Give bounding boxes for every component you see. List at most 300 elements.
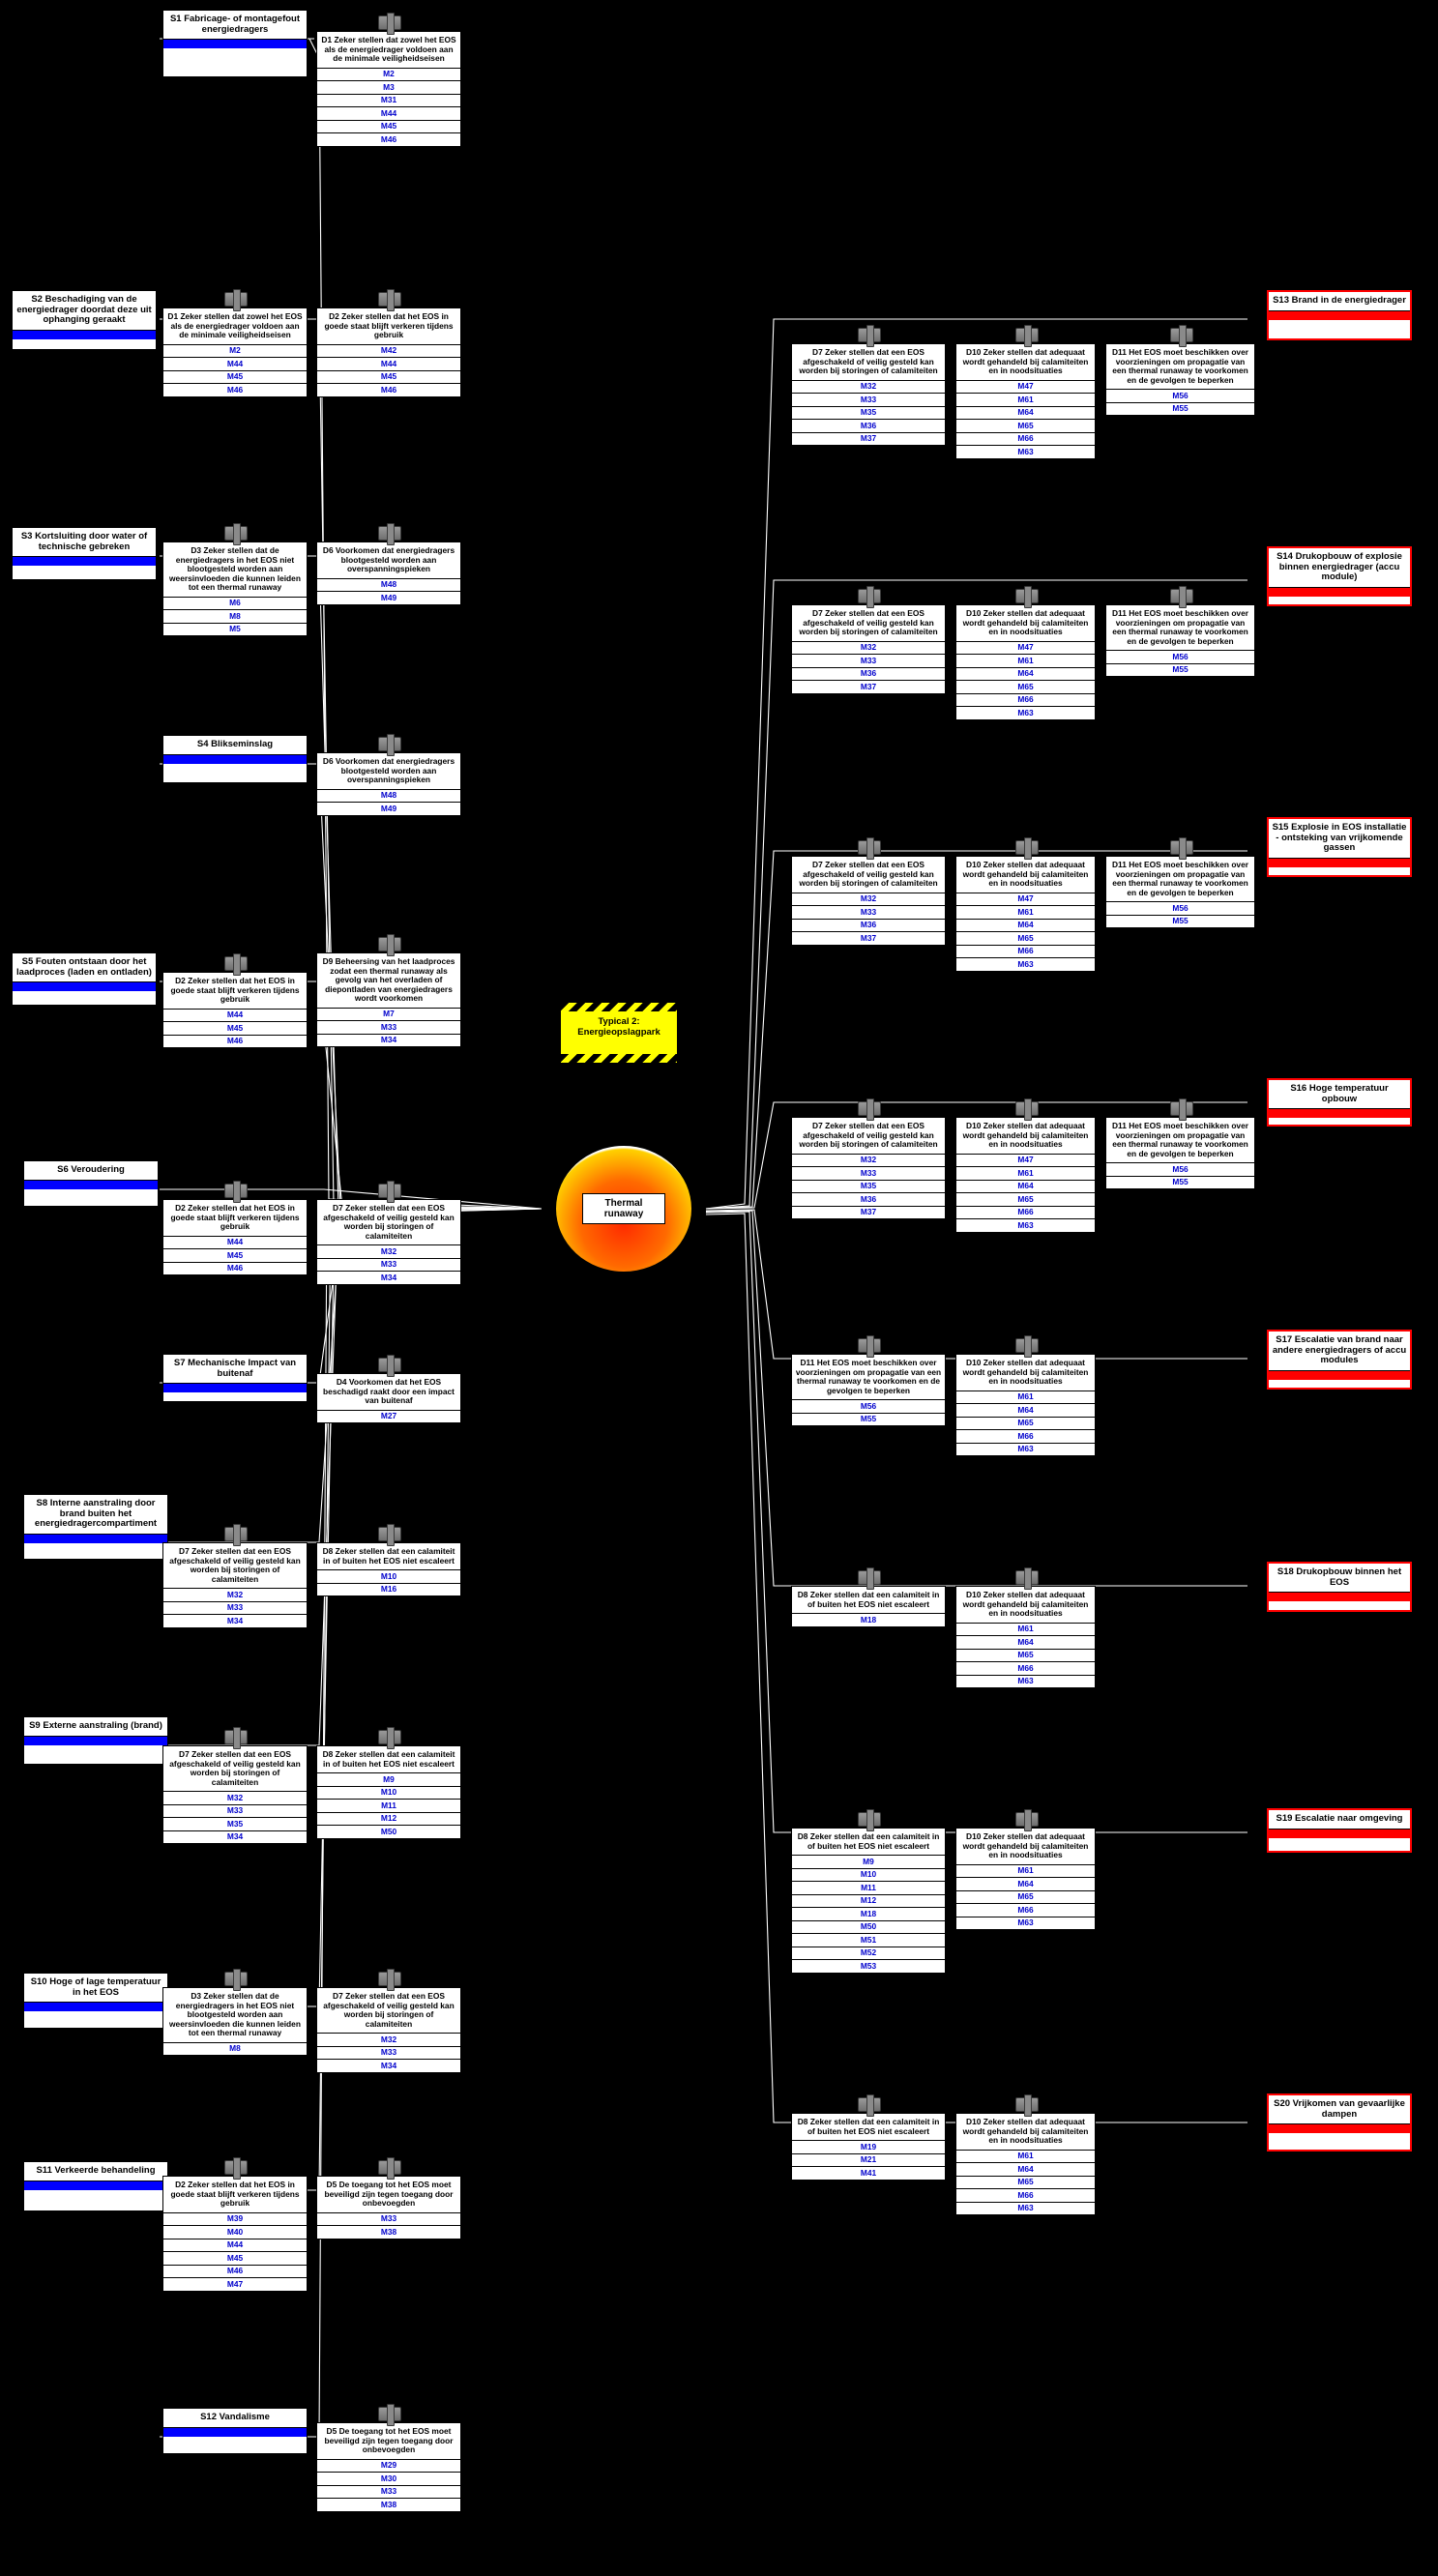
threat-s4[interactable]: [162, 735, 308, 783]
barrier-box[interactable]: [316, 542, 461, 605]
consequence-s17[interactable]: [1267, 1330, 1412, 1390]
barrier-title: D11 Het EOS moet beschikken over voorzieningen om propagatie van een thermal runaway te voorkomen en de gevolgen te beperken: [1106, 1118, 1254, 1163]
measure-item[interactable]: M55: [1172, 1177, 1189, 1187]
threat-s8[interactable]: [23, 1494, 168, 1560]
measure-item[interactable]: M66: [956, 1430, 1095, 1444]
threat-s5[interactable]: [12, 952, 157, 1006]
barrier-box[interactable]: [162, 1542, 308, 1628]
measure-item[interactable]: M64: [956, 920, 1095, 933]
measure-item[interactable]: M55: [860, 1414, 877, 1424]
barrier-title: D10 Zeker stellen dat adequaat wordt gehandeld bij calamiteiten en in noodsituaties: [956, 1587, 1095, 1624]
node-accent-bar: [13, 556, 156, 566]
measure-item[interactable]: M46: [163, 2266, 307, 2279]
barrier-box[interactable]: [316, 31, 461, 147]
top-event: [556, 1146, 691, 1272]
measure-item[interactable]: M44: [163, 358, 307, 371]
measure-item[interactable]: M10: [792, 1869, 945, 1883]
measure-item[interactable]: M49: [380, 803, 397, 813]
measure-item[interactable]: M34: [380, 1035, 397, 1045]
measure-item[interactable]: M65: [956, 1193, 1095, 1207]
node-accent-bar: [24, 2181, 167, 2190]
measure-item[interactable]: M64: [956, 1636, 1095, 1650]
barrier-connector-icon: [858, 1812, 881, 1827]
barrier-box[interactable]: [955, 2113, 1096, 2215]
measure-item[interactable]: M65: [956, 681, 1095, 694]
measure-item[interactable]: M9: [792, 1856, 945, 1869]
measure-item[interactable]: M32: [792, 381, 945, 395]
measure-item[interactable]: M3: [317, 81, 460, 95]
measure-item[interactable]: M30: [317, 2473, 460, 2486]
barrier-title: D1 Zeker stellen dat zowel het EOS als de energiedrager voldoen aan de minimale veiligheidseisen: [163, 308, 307, 345]
barrier-box[interactable]: [955, 1117, 1096, 1233]
measure-item[interactable]: M33: [317, 2213, 460, 2227]
threat-s8-label: S8 Interne aanstraling door brand buiten het energiedragercompartiment: [34, 1498, 158, 1529]
measure-item[interactable]: M34: [380, 2060, 397, 2070]
threat-s7[interactable]: [162, 1354, 308, 1402]
measure-item[interactable]: M65: [956, 1891, 1095, 1905]
node-accent-bar: [1269, 2123, 1410, 2133]
measure-item[interactable]: M45: [317, 121, 460, 134]
barrier-connector-icon: [858, 1338, 881, 1353]
measure-item[interactable]: M55: [1172, 403, 1189, 414]
measure-item[interactable]: M64: [956, 668, 1095, 682]
threat-s6-label: S6 Veroudering: [57, 1164, 125, 1175]
measure-item[interactable]: M44: [163, 1237, 307, 1250]
threat-s9-label: S9 Externe aanstraling (brand): [29, 1720, 162, 1731]
measure-item[interactable]: M61: [956, 1624, 1095, 1637]
measure-item[interactable]: M47: [956, 1155, 1095, 1168]
barrier-connector-icon: [1015, 2097, 1039, 2112]
barrier-title: D7 Zeker stellen dat een EOS afgeschakeld of veilig gesteld kan worden bij storingen of calamiteiten: [163, 1543, 307, 1589]
threat-s1[interactable]: [162, 10, 308, 77]
measure-item[interactable]: M46: [226, 384, 244, 395]
measure-item[interactable]: M16: [380, 1584, 397, 1595]
measure-item[interactable]: M61: [956, 2151, 1095, 2164]
consequence-s20[interactable]: [1267, 2093, 1412, 2152]
node-accent-bar: [1269, 1592, 1410, 1601]
measure-item[interactable]: M47: [956, 893, 1095, 907]
consequence-s13[interactable]: [1267, 290, 1412, 340]
barrier-title: D7 Zeker stellen dat een EOS afgeschakeld of veilig gesteld kan worden bij storingen of calamiteiten: [792, 344, 945, 381]
measure-item[interactable]: M33: [317, 2047, 460, 2061]
measure-item[interactable]: M18: [860, 1614, 877, 1625]
measure-item[interactable]: M63: [1017, 958, 1034, 969]
consequence-s15[interactable]: [1267, 817, 1412, 877]
measure-item[interactable]: M49: [380, 592, 397, 602]
measure-item[interactable]: M42: [317, 345, 460, 359]
barrier-title: D10 Zeker stellen dat adequaat wordt gehandeld bij calamiteiten en in noodsituaties: [956, 605, 1095, 642]
barrier-connector-icon: [858, 2097, 881, 2112]
measure-item[interactable]: M33: [792, 655, 945, 668]
threat-s7-label: S7 Mechanische Impact van buitenaf: [173, 1358, 297, 1379]
measure-item[interactable]: M32: [163, 1589, 307, 1602]
typical-scope-label: Typical 2: Energieopslagpark: [577, 1016, 660, 1038]
consequence-s18-label: S18 Drukopbouw binnen het EOS: [1277, 1566, 1402, 1588]
measure-item[interactable]: M34: [226, 1615, 244, 1625]
barrier-connector-icon: [1170, 840, 1193, 855]
barrier-title: D2 Zeker stellen dat het EOS in goede staat blijft verkeren tijdens gebruik: [163, 1200, 307, 1237]
barrier-box[interactable]: [162, 1987, 308, 2056]
measure-item[interactable]: M47: [956, 381, 1095, 395]
barrier-title: D10 Zeker stellen dat adequaat wordt gehandeld bij calamiteiten en in noodsituaties: [956, 344, 1095, 381]
measure-item[interactable]: M65: [956, 1418, 1095, 1431]
barrier-box[interactable]: [955, 1586, 1096, 1688]
barrier-connector-icon: [224, 1527, 248, 1541]
measure-item[interactable]: M7: [317, 1009, 460, 1022]
node-accent-bar: [1269, 587, 1410, 597]
node-accent-bar: [163, 39, 307, 48]
measure-item[interactable]: M51: [792, 1934, 945, 1947]
threat-s6[interactable]: [23, 1160, 159, 1207]
barrier-box[interactable]: [955, 604, 1096, 720]
measure-item[interactable]: M32: [317, 1245, 460, 1259]
barrier-box[interactable]: [955, 1354, 1096, 1456]
measure-item[interactable]: M2: [163, 345, 307, 359]
measure-item[interactable]: M12: [792, 1895, 945, 1909]
measure-item[interactable]: M66: [956, 433, 1095, 447]
consequence-s17-label: S17 Escalatie van brand naar andere energiedragers of accu modules: [1272, 1334, 1407, 1365]
measure-item[interactable]: M33: [163, 1805, 307, 1819]
measure-item[interactable]: M47: [226, 2278, 244, 2289]
measure-item[interactable]: M36: [792, 668, 945, 682]
measure-item[interactable]: M50: [792, 1921, 945, 1935]
measure-item[interactable]: M45: [163, 1249, 307, 1263]
measure-item[interactable]: M64: [956, 1404, 1095, 1418]
measure-item[interactable]: M40: [163, 2226, 307, 2239]
top-event-label: Thermal runaway: [582, 1193, 665, 1224]
measure-item[interactable]: M21: [792, 2154, 945, 2168]
measure-item[interactable]: M65: [956, 420, 1095, 433]
measure-item[interactable]: M34: [380, 1272, 397, 1282]
measure-item[interactable]: M64: [956, 1181, 1095, 1194]
node-accent-bar: [24, 2002, 167, 2011]
threat-s3-label: S3 Kortsluiting door water of technische gebreken: [20, 531, 148, 552]
barrier-box[interactable]: [791, 343, 946, 446]
barrier-connector-icon: [224, 1730, 248, 1744]
barrier-box[interactable]: [1105, 856, 1255, 928]
measure-item[interactable]: M66: [956, 1662, 1095, 1676]
measure-item[interactable]: M63: [1017, 707, 1034, 717]
measure-item[interactable]: M61: [956, 1167, 1095, 1181]
measure-item[interactable]: M56: [1106, 651, 1254, 664]
threat-s2[interactable]: [12, 290, 157, 350]
measure-item[interactable]: M32: [792, 893, 945, 907]
measure-item[interactable]: M6: [163, 598, 307, 611]
barrier-connector-icon: [378, 737, 401, 751]
measure-item[interactable]: M48: [317, 790, 460, 804]
barrier-title: D3 Zeker stellen dat de energiedragers in het EOS niet blootgesteld worden aan weersinvloeden die kunnen leiden tot een thermal runaway: [163, 542, 307, 598]
barrier-connector-icon: [378, 15, 401, 30]
measure-item[interactable]: M36: [792, 420, 945, 433]
threat-s12[interactable]: [162, 2408, 308, 2454]
measure-item[interactable]: M44: [317, 107, 460, 121]
barrier-box[interactable]: [791, 604, 946, 694]
barrier-title: D7 Zeker stellen dat een EOS afgeschakeld of veilig gesteld kan worden bij storingen of calamiteiten: [792, 605, 945, 642]
barrier-connector-icon: [378, 1527, 401, 1541]
measure-item[interactable]: M11: [317, 1800, 460, 1813]
measure-item[interactable]: M65: [956, 2177, 1095, 2190]
measure-item[interactable]: M65: [956, 1650, 1095, 1663]
threat-s11-label: S11 Verkeerde behandeling: [36, 2165, 156, 2176]
measure-item[interactable]: M63: [1017, 1676, 1034, 1686]
barrier-box[interactable]: [316, 1987, 461, 2073]
measure-item[interactable]: M63: [1017, 1444, 1034, 1454]
barrier-box[interactable]: [791, 2113, 946, 2181]
barrier-box[interactable]: [1105, 343, 1255, 416]
barrier-box[interactable]: [316, 2176, 461, 2239]
barrier-connector-icon: [858, 1570, 881, 1585]
measure-item[interactable]: M33: [317, 1259, 460, 1273]
node-accent-bar: [163, 754, 307, 764]
node-accent-bar: [24, 1534, 167, 1543]
barrier-title: D10 Zeker stellen dat adequaat wordt gehandeld bij calamiteiten en in noodsituaties: [956, 1829, 1095, 1865]
measure-item[interactable]: M35: [792, 1181, 945, 1194]
barrier-connector-icon: [1015, 1812, 1039, 1827]
measure-item[interactable]: M10: [317, 1570, 460, 1584]
barrier-connector-icon: [224, 1184, 248, 1198]
measure-item[interactable]: M5: [229, 624, 241, 634]
barrier-box[interactable]: [162, 2176, 308, 2292]
measure-item[interactable]: M46: [226, 1263, 244, 1273]
barrier-box[interactable]: [316, 307, 461, 397]
measure-item[interactable]: M33: [792, 1167, 945, 1181]
barrier-box[interactable]: [955, 1828, 1096, 1930]
measure-item[interactable]: M46: [226, 1036, 244, 1046]
barrier-title: D10 Zeker stellen dat adequaat wordt gehandeld bij calamiteiten en in noodsituaties: [956, 857, 1095, 893]
barrier-box[interactable]: [162, 1745, 308, 1844]
measure-item[interactable]: M65: [956, 932, 1095, 946]
measure-item[interactable]: M64: [956, 2163, 1095, 2177]
measure-item[interactable]: M66: [956, 2189, 1095, 2203]
measure-item[interactable]: M55: [1172, 664, 1189, 675]
measure-item[interactable]: M61: [956, 655, 1095, 668]
threat-s10[interactable]: [23, 1973, 168, 2029]
measure-item[interactable]: M36: [792, 1193, 945, 1207]
measure-item[interactable]: M8: [229, 2043, 241, 2054]
barrier-box[interactable]: [955, 343, 1096, 459]
measure-item[interactable]: M12: [317, 1813, 460, 1827]
measure-item[interactable]: M52: [792, 1947, 945, 1961]
measure-item[interactable]: M56: [792, 1400, 945, 1414]
measure-item[interactable]: M32: [163, 1792, 307, 1805]
measure-item[interactable]: M47: [956, 642, 1095, 656]
measure-item[interactable]: M45: [163, 2252, 307, 2266]
barrier-title: D11 Het EOS moet beschikken over voorzieningen om propagatie van een thermal runaway te voorkomen en de gevolgen te beperken: [792, 1355, 945, 1400]
measure-item[interactable]: M66: [956, 1207, 1095, 1220]
measure-item[interactable]: M45: [163, 371, 307, 385]
barrier-connector-icon: [1015, 1570, 1039, 1585]
measure-item[interactable]: M27: [380, 1411, 397, 1421]
measure-item[interactable]: M63: [1017, 446, 1034, 456]
threat-s2-label: S2 Beschadiging van de energiedrager doordat deze uit ophanging geraakt: [16, 294, 152, 325]
barrier-box[interactable]: [791, 1354, 946, 1426]
barrier-title: D8 Zeker stellen dat een calamiteit in of buiten het EOS niet escaleert: [792, 1829, 945, 1856]
measure-item[interactable]: M33: [792, 906, 945, 920]
measure-item[interactable]: M19: [792, 2141, 945, 2154]
node-accent-bar: [1269, 1370, 1410, 1380]
consequence-s15-label: S15 Explosie in EOS installatie - ontsteking van vrijkomende gassen: [1272, 822, 1407, 853]
consequence-s20-label: S20 Vrijkomen van gevaarlijke dampen: [1274, 2098, 1405, 2120]
threat-s4-label: S4 Blikseminslag: [196, 739, 274, 749]
barrier-box[interactable]: [316, 2422, 461, 2512]
measure-item[interactable]: M32: [792, 642, 945, 656]
node-accent-bar: [24, 1180, 158, 1189]
barrier-box[interactable]: [316, 1745, 461, 1839]
measure-item[interactable]: M32: [317, 2034, 460, 2047]
threat-s9[interactable]: [23, 1716, 168, 1765]
measure-item[interactable]: M33: [317, 2486, 460, 2500]
measure-item[interactable]: M33: [317, 1021, 460, 1035]
measure-item[interactable]: M45: [163, 1022, 307, 1036]
barrier-box[interactable]: [955, 856, 1096, 972]
barrier-title: D10 Zeker stellen dat adequaat wordt gehandeld bij calamiteiten en in noodsituaties: [956, 2114, 1095, 2151]
measure-item[interactable]: M39: [163, 2213, 307, 2227]
barrier-box[interactable]: [316, 1199, 461, 1285]
measure-item[interactable]: M56: [1106, 1163, 1254, 1177]
measure-item[interactable]: M33: [163, 1602, 307, 1616]
measure-item[interactable]: M38: [380, 2226, 397, 2237]
measure-item[interactable]: M63: [1017, 2203, 1034, 2213]
node-accent-bar: [13, 330, 156, 339]
barrier-box[interactable]: [162, 1199, 308, 1275]
threat-s5-label: S5 Fouten ontstaan door het laadproces (laden en ontladen): [16, 956, 152, 978]
barrier-connector-icon: [378, 1730, 401, 1744]
barrier-box[interactable]: [316, 1542, 461, 1596]
barrier-title: D11 Het EOS moet beschikken over voorzieningen om propagatie van een thermal runaway te voorkomen en de gevolgen te beperken: [1106, 605, 1254, 651]
barrier-box[interactable]: [162, 542, 308, 636]
barrier-connector-icon: [1015, 840, 1039, 855]
measure-item[interactable]: M48: [317, 579, 460, 593]
node-accent-bar: [1269, 1108, 1410, 1118]
measure-item[interactable]: M41: [860, 2167, 877, 2178]
typical-scope-box: [559, 1001, 679, 1065]
measure-item[interactable]: M29: [317, 2460, 460, 2474]
measure-item[interactable]: M33: [792, 394, 945, 407]
measure-item[interactable]: M35: [792, 407, 945, 421]
barrier-connector-icon: [858, 840, 881, 855]
measure-item[interactable]: M64: [956, 1878, 1095, 1891]
measure-item[interactable]: M35: [163, 1818, 307, 1831]
barrier-title: D2 Zeker stellen dat het EOS in goede staat blijft verkeren tijdens gebruik: [317, 308, 460, 345]
measure-item[interactable]: M61: [956, 1391, 1095, 1405]
measure-item[interactable]: M53: [860, 1960, 877, 1971]
barrier-box[interactable]: [1105, 1117, 1255, 1189]
barrier-title: D5 De toegang tot het EOS moet beveiligd zijn tegen toegang door onbevoegden: [317, 2423, 460, 2460]
barrier-connector-icon: [224, 956, 248, 971]
threat-s1-label: S1 Fabricage- of montagefout energiedragers: [169, 14, 301, 35]
measure-item[interactable]: M63: [1017, 1917, 1034, 1928]
measure-item[interactable]: M38: [380, 2499, 397, 2509]
measure-item[interactable]: M44: [317, 358, 460, 371]
barrier-title: D7 Zeker stellen dat een EOS afgeschakeld of veilig gesteld kan worden bij storingen of calamiteiten: [163, 1746, 307, 1792]
measure-item[interactable]: M9: [317, 1773, 460, 1787]
barrier-box[interactable]: [162, 307, 308, 397]
measure-item[interactable]: M64: [956, 407, 1095, 421]
measure-item[interactable]: M34: [226, 1831, 244, 1842]
measure-item[interactable]: M45: [317, 371, 460, 385]
barrier-title: D7 Zeker stellen dat een EOS afgeschakeld of veilig gesteld kan worden bij storingen of calamiteiten: [792, 1118, 945, 1155]
consequence-s13-label: S13 Brand in de energiedrager: [1273, 295, 1406, 306]
measure-item[interactable]: M44: [163, 2239, 307, 2253]
barrier-connector-icon: [224, 2160, 248, 2175]
threat-s3[interactable]: [12, 527, 157, 580]
barrier-connector-icon: [858, 328, 881, 342]
barrier-connector-icon: [378, 1358, 401, 1372]
barrier-box[interactable]: [791, 856, 946, 946]
measure-item[interactable]: M37: [860, 932, 877, 943]
measure-item[interactable]: M44: [163, 1010, 307, 1023]
threat-s11[interactable]: [23, 2161, 168, 2211]
barrier-title: D6 Voorkomen dat energiedragers blootgesteld worden aan overspanningspieken: [317, 542, 460, 579]
consequence-s18[interactable]: [1267, 1562, 1412, 1612]
measure-item[interactable]: M46: [380, 133, 397, 144]
barrier-connector-icon: [1170, 1101, 1193, 1116]
measure-item[interactable]: M37: [860, 681, 877, 691]
consequence-s14[interactable]: [1267, 546, 1412, 606]
barrier-title: D8 Zeker stellen dat een calamiteit in of buiten het EOS niet escaleert: [792, 2114, 945, 2141]
barrier-connector-icon: [378, 526, 401, 541]
measure-item[interactable]: M56: [1106, 902, 1254, 916]
measure-item[interactable]: M18: [792, 1908, 945, 1921]
barrier-title: D2 Zeker stellen dat het EOS in goede staat blijft verkeren tijdens gebruik: [163, 2177, 307, 2213]
measure-item[interactable]: M61: [956, 906, 1095, 920]
measure-item[interactable]: M63: [1017, 1219, 1034, 1230]
measure-item[interactable]: M55: [1172, 916, 1189, 926]
measure-item[interactable]: M32: [792, 1155, 945, 1168]
barrier-box[interactable]: [316, 752, 461, 816]
measure-item[interactable]: M10: [317, 1787, 460, 1800]
measure-item[interactable]: M37: [860, 1207, 877, 1217]
measure-item[interactable]: M66: [956, 1904, 1095, 1917]
barrier-connector-icon: [858, 1101, 881, 1116]
barrier-box[interactable]: [1105, 604, 1255, 677]
measure-item[interactable]: M8: [163, 610, 307, 624]
barrier-box[interactable]: [791, 1828, 946, 1974]
node-accent-bar: [13, 981, 156, 991]
measure-item[interactable]: M56: [1106, 390, 1254, 403]
measure-item[interactable]: M50: [380, 1826, 397, 1836]
barrier-title: D3 Zeker stellen dat de energiedragers in het EOS niet blootgesteld worden aan weersinvloeden die kunnen leiden tot een thermal runaway: [163, 1988, 307, 2043]
consequence-s19[interactable]: [1267, 1808, 1412, 1853]
measure-item[interactable]: M66: [956, 694, 1095, 708]
barrier-connector-icon: [1015, 1338, 1039, 1353]
node-accent-bar: [24, 1736, 167, 1745]
node-accent-bar: [1269, 310, 1410, 320]
barrier-box[interactable]: [791, 1117, 946, 1219]
barrier-title: D8 Zeker stellen dat een calamiteit in of buiten het EOS niet escaleert: [317, 1543, 460, 1570]
barrier-box[interactable]: [162, 972, 308, 1048]
barrier-title: D8 Zeker stellen dat een calamiteit in of buiten het EOS niet escaleert: [792, 1587, 945, 1614]
measure-item[interactable]: M36: [792, 920, 945, 933]
measure-item[interactable]: M11: [792, 1882, 945, 1895]
barrier-box[interactable]: [316, 952, 461, 1047]
measure-item[interactable]: M46: [380, 384, 397, 395]
measure-item[interactable]: M66: [956, 946, 1095, 959]
consequence-s16-label: S16 Hoge temperatuur opbouw: [1290, 1083, 1389, 1104]
measure-item[interactable]: M31: [317, 95, 460, 108]
barrier-box[interactable]: [316, 1373, 461, 1423]
barrier-box[interactable]: [791, 1586, 946, 1627]
barrier-connector-icon: [1015, 328, 1039, 342]
barrier-title: D7 Zeker stellen dat een EOS afgeschakeld of veilig gesteld kan worden bij storingen of calamiteiten: [317, 1200, 460, 1245]
measure-item[interactable]: M61: [956, 394, 1095, 407]
consequence-s16[interactable]: [1267, 1078, 1412, 1127]
node-accent-bar: [163, 2427, 307, 2437]
measure-item[interactable]: M2: [317, 69, 460, 82]
barrier-title: D7 Zeker stellen dat een EOS afgeschakeld of veilig gesteld kan worden bij storingen of calamiteiten: [317, 1988, 460, 2034]
measure-item[interactable]: M37: [860, 433, 877, 444]
measure-item[interactable]: M61: [956, 1865, 1095, 1879]
